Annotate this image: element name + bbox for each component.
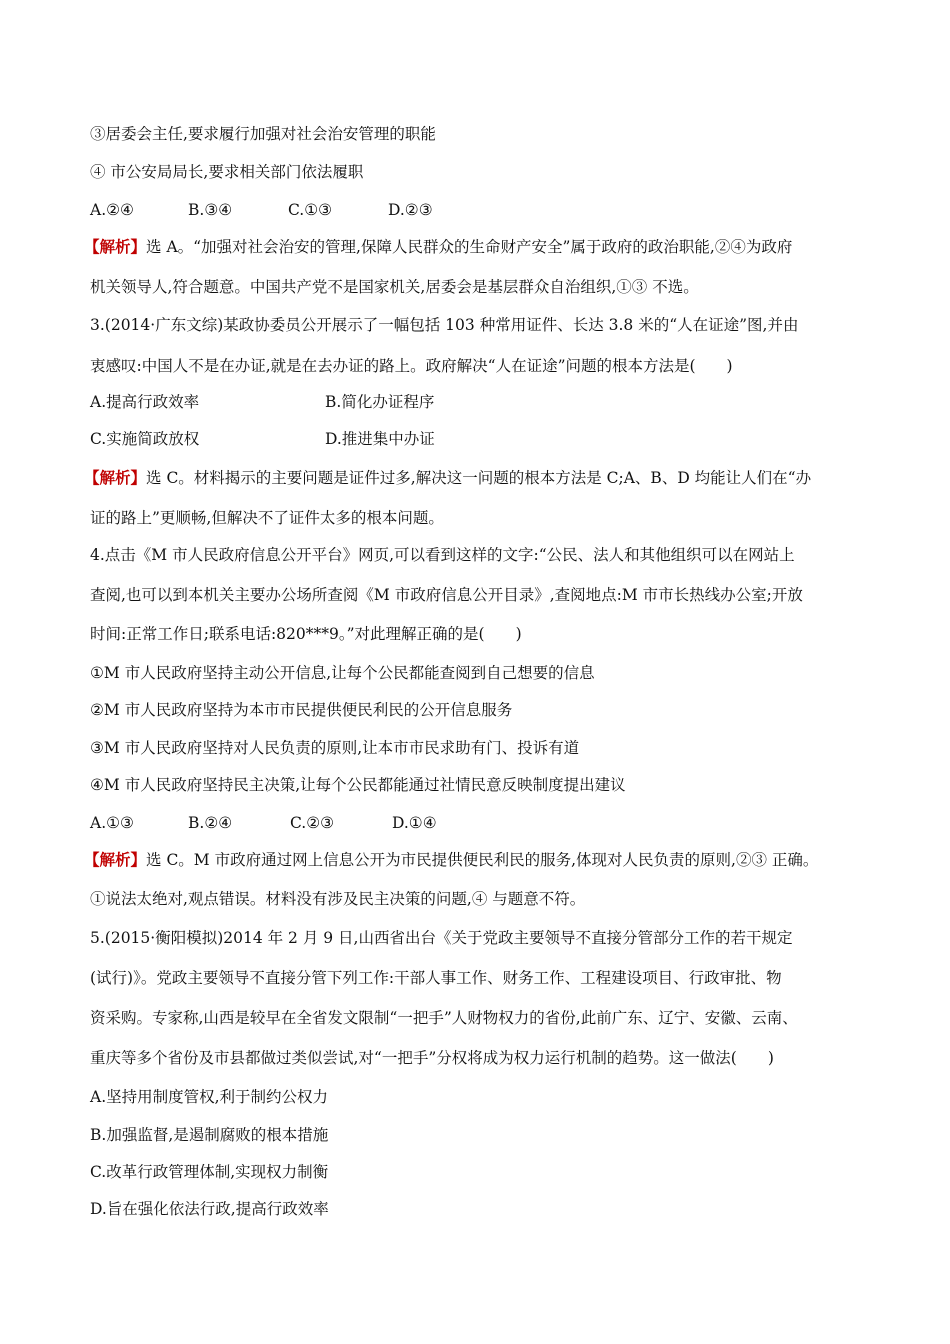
- q4-item-1: ①M 市人民政府坚持主动公开信息,让每个公民都能查阅到自己想要的信息: [90, 664, 595, 682]
- q4-analysis-line-2: ①说法太绝对,观点错误。材料没有涉及民主决策的问题,④ 与题意不符。: [90, 890, 586, 908]
- q2-analysis-text-1: 选 A。“加强对社会治安的管理,保障人民群众的生命财产安全”属于政府的政治职能,②④为政府: [146, 238, 793, 256]
- q2-option-b: B.③④: [188, 201, 233, 219]
- q3-stem-line-1: 3.(2014·广东文综)某政协委员公开展示了一幅包括 103 种常用证件、长达 3.8 米的“人在证途”图,并由: [90, 316, 799, 334]
- q3-analysis-line-2: 证的路上”更顺畅,但解决不了证件太多的根本问题。: [90, 509, 444, 527]
- q5-option-d: D.旨在强化依法行政,提高行政效率: [90, 1200, 329, 1218]
- q4-option-a: A.①③: [90, 814, 134, 832]
- q3-analysis-text-1: 选 C。材料揭示的主要问题是证件过多,解决这一问题的根本方法是 C;A、B、D 均能让人们在“办: [146, 469, 812, 487]
- q4-option-c: C.②③: [290, 814, 335, 832]
- analysis-tag: 【解析】: [84, 850, 147, 869]
- q2-options: [90, 200, 433, 220]
- q3-option-c: C.实施简政放权: [90, 430, 200, 448]
- q2-option-d: D.②③: [388, 201, 433, 219]
- q4-stem-line-1: 4.点击《M 市人民政府信息公开平台》网页,可以看到这样的文字:“公民、法人和其他组织可以在网站上: [90, 546, 795, 564]
- q4-option-d: D.①④: [392, 814, 437, 832]
- q3-option-d: D.推进集中办证: [325, 430, 435, 448]
- q4-stem-line-2: 查阅,也可以到本机关主要办公场所查阅《M 市政府信息公开目录》,查阅地点:M 市市长热线办公室;开放: [90, 586, 803, 604]
- q4-analysis-text-1: 选 C。M 市政府通过网上信息公开为市民提供便民利民的服务,体现对人民负责的原则,②③ 正确。: [146, 851, 819, 869]
- q2-option-c: C.①③: [288, 201, 333, 219]
- q5-stem-line-3: 资采购。专家称,山西是较早在全省发文限制“一把手”人财物权力的省份,此前广东、辽宁、安徽、云南、: [90, 1009, 798, 1027]
- q5-stem-line-2: (试行)》。党政主要领导不直接分管下列工作:干部人事工作、财务工作、工程建设项目、行政审批、物: [90, 969, 782, 987]
- q3-analysis-line-1: [84, 468, 811, 488]
- q3-option-a: A.提高行政效率: [90, 393, 200, 411]
- q4-analysis-line-1: [84, 850, 818, 870]
- q5-option-a: A.坚持用制度管权,利于制约公权力: [90, 1088, 329, 1106]
- q5-stem-line-1: 5.(2015·衡阳模拟)2014 年 2 月 9 日,山西省出台《关于党政主要领导不直接分管部分工作的若干规定: [90, 929, 793, 947]
- q2-analysis-line-1: [84, 237, 792, 257]
- q4-option-b: B.②④: [188, 814, 233, 832]
- q3-stem-line-2: 衷感叹:中国人不是在办证,就是在去办证的路上。政府解决“人在证途”问题的根本方法是( ): [90, 357, 733, 375]
- q5-option-c: C.改革行政管理体制,实现权力制衡: [90, 1163, 329, 1181]
- q4-options: [90, 813, 437, 833]
- analysis-tag: 【解析】: [84, 237, 147, 256]
- q5-option-b: B.加强监督,是遏制腐败的根本措施: [90, 1126, 329, 1144]
- q2-item-3: ③居委会主任,要求履行加强对社会治安管理的职能: [90, 125, 436, 143]
- q5-stem-line-4: 重庆等多个省份及市县都做过类似尝试,对“一把手”分权将成为权力运行机制的趋势。这一做法( ): [90, 1049, 774, 1067]
- analysis-tag: 【解析】: [84, 468, 147, 487]
- q4-item-4: ④M 市人民政府坚持民主决策,让每个公民都能通过社情民意反映制度提出建议: [90, 776, 626, 794]
- q2-item-4: ④ 市公安局局长,要求相关部门依法履职: [90, 163, 364, 181]
- q3-options-row-2: [90, 429, 435, 449]
- q3-options-row-1: [90, 392, 434, 412]
- q4-item-3: ③M 市人民政府坚持对人民负责的原则,让本市市民求助有门、投诉有道: [90, 739, 580, 757]
- q2-analysis-line-2: 机关领导人,符合题意。中国共产党不是国家机关,居委会是基层群众自治组织,①③ 不选。: [90, 278, 699, 296]
- q2-option-a: A.②④: [90, 201, 134, 219]
- q3-option-b: B.简化办证程序: [325, 393, 435, 411]
- q4-stem-line-3: 时间:正常工作日;联系电话:820***9。”对此理解正确的是( ): [90, 625, 522, 643]
- q4-item-2: ②M 市人民政府坚持为本市市民提供便民利民的公开信息服务: [90, 701, 513, 719]
